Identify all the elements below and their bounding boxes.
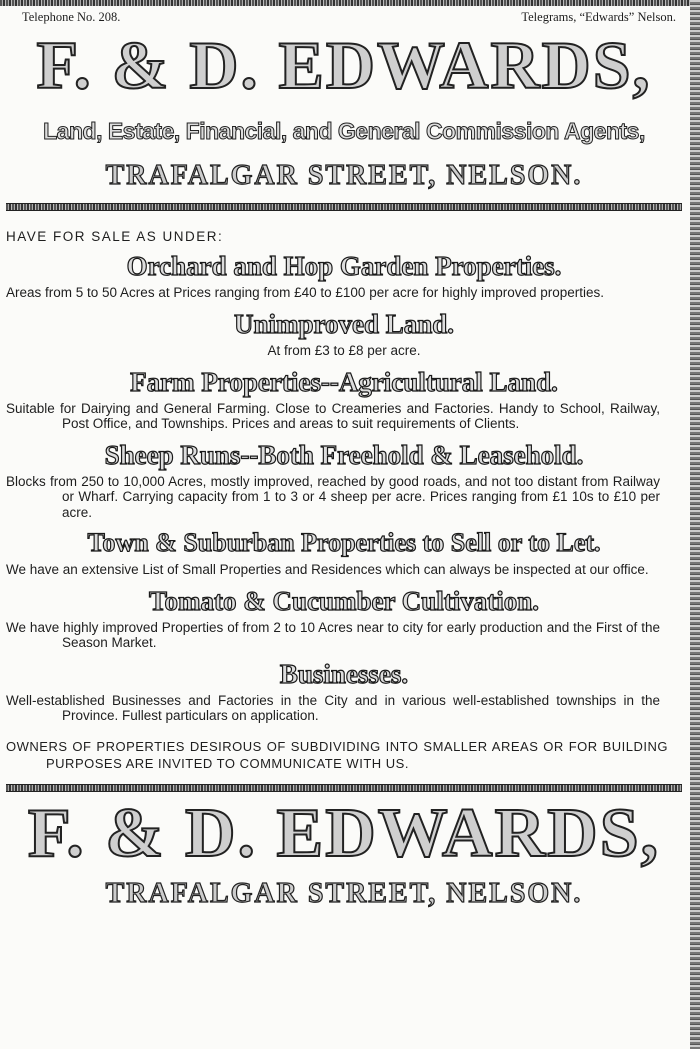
section-heading: Sheep Runs--Both Freehold & Leasehold. <box>104 439 584 470</box>
firm-name: F. & D. EDWARDS, <box>36 27 652 103</box>
address: TRAFALGAR STREET, NELSON. <box>105 160 583 191</box>
section-text: Areas from 5 to 50 Acres at Prices ranging from £40 to £100 per acre for highly improved properties. <box>6 285 605 300</box>
section-text: Suitable for Dairying and General Farming. Close to Creameries and Factories. Handy to School, Railway, Post Office, and Townships. Prices and areas to suit requirements of Clients. <box>6 400 660 431</box>
tagline: Land, Estate, Financial, and General Commission Agents, <box>43 118 645 144</box>
intro: HAVE FOR SALE AS UNDER: <box>6 229 224 244</box>
section-text: We have highly improved Properties of from 2 to 10 Acres near to city for early production and the First of the Season Market. <box>6 619 660 650</box>
contact-line <box>6 10 682 25</box>
footer-firm-name: F. & D. EDWARDS, <box>27 794 661 872</box>
section-heading: Orchard and Hop Garden Properties. <box>126 251 562 281</box>
section-heading: Unimproved Land. <box>233 308 455 339</box>
section-text: At from £3 to £8 per acre. <box>267 342 421 358</box>
section-text: We have an extensive List of Small Properties and Residences which can always be inspected at our office. <box>6 562 649 577</box>
section-heading: Town & Suburban Properties to Sell or to Let. <box>87 528 601 557</box>
section-heading: Tomato & Cucumber Cultivation. <box>148 585 540 616</box>
telephone: Telephone No. 208. <box>22 10 121 24</box>
notice: OWNERS OF PROPERTIES DESIROUS OF SUBDIVIDING INTO SMALLER AREAS OR FOR BUILDING PURPOSES ARE INVITED TO COMMUNICATE WITH US. <box>6 738 668 771</box>
footer-address: TRAFALGAR STREET, NELSON. <box>105 877 583 909</box>
section-text: Well-established Businesses and Factories in the City and in various well-established townships in the Province. Fullest particulars on application. <box>6 692 660 723</box>
divider <box>6 784 682 792</box>
section-text: Blocks from 250 to 10,000 Acres, mostly improved, reached by good roads, and not too distant from Railway or Wharf. Carrying capacity from 1 to 3 or 4 sheep per acre. Prices ranging from £1 10s to £10 per acre. <box>6 473 660 520</box>
telegrams: Telegrams, “Edwards” Nelson. <box>521 10 676 24</box>
section-heading: Businesses. <box>279 658 409 689</box>
divider <box>6 203 682 211</box>
section-heading: Farm Properties--Agricultural Land. <box>130 366 558 397</box>
